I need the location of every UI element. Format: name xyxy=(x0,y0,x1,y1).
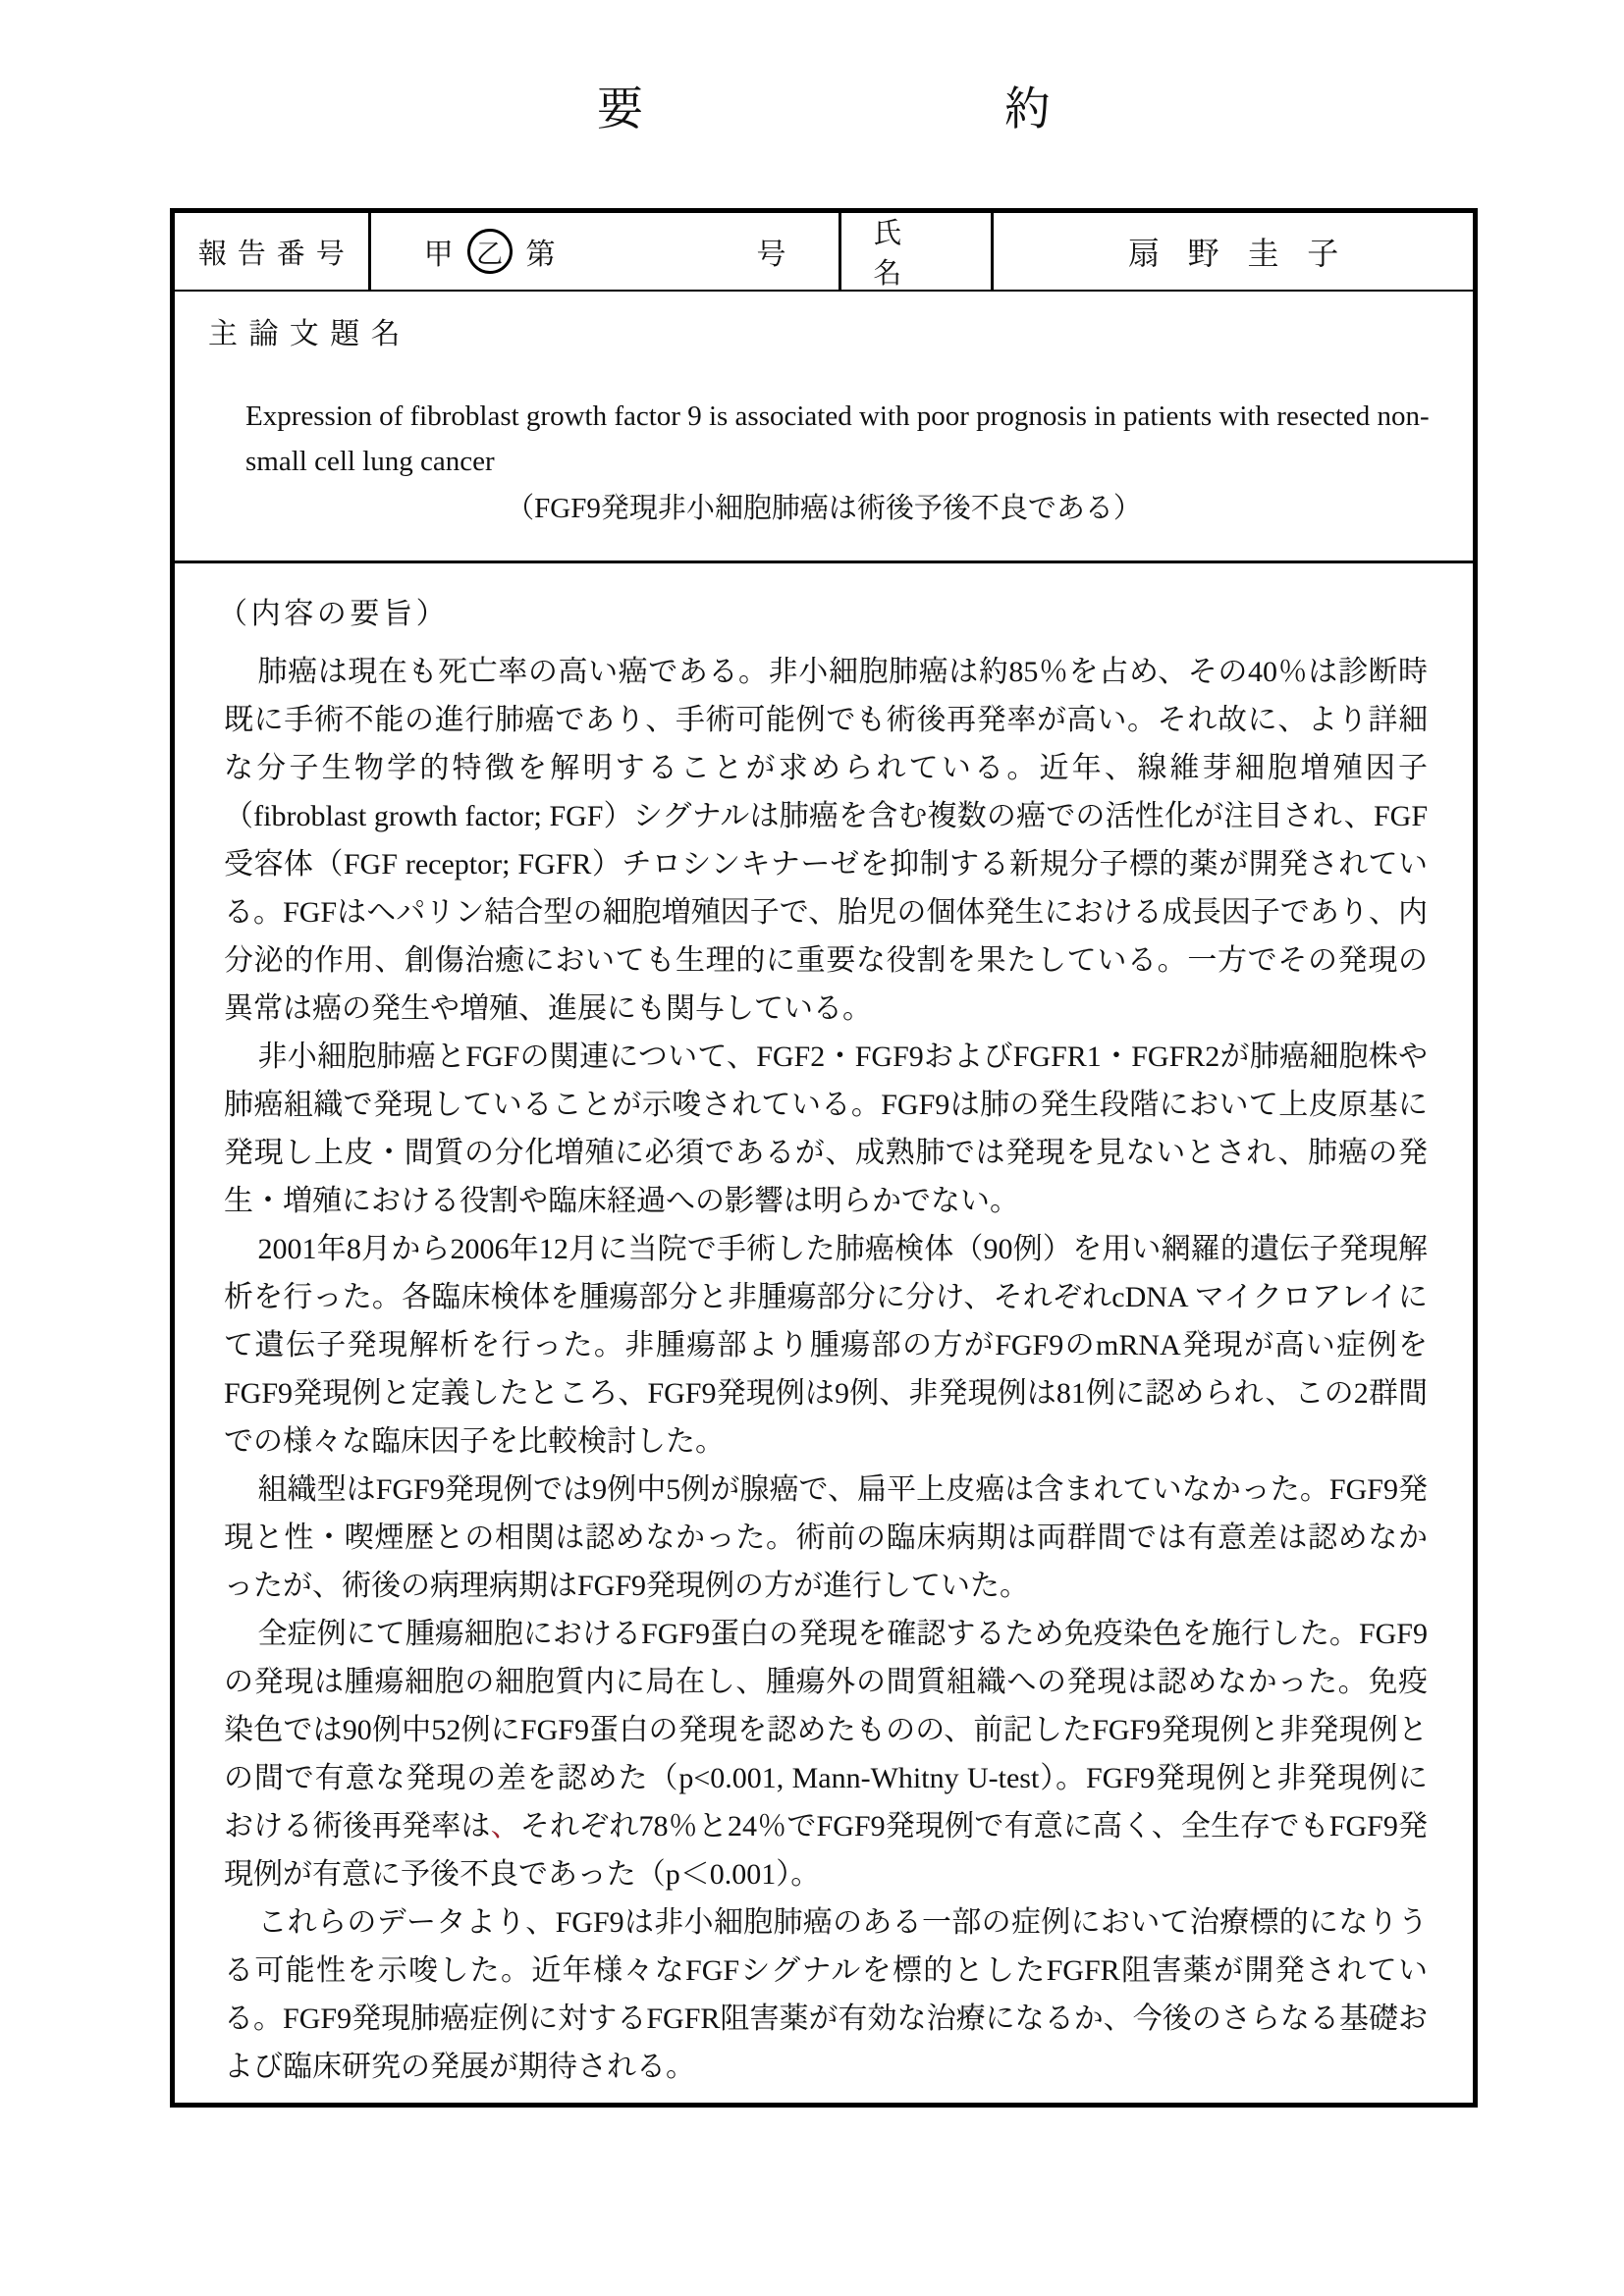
abstract-paragraph-5 xyxy=(224,1610,1428,1898)
abstract-paragraph-4: 組織型はFGF9発現例では9例中5例が腺癌で、扁平上皮癌は含まれていなかった。FGF9発現と性・喫煙歴との相関は認めなかった。術前の臨床病期は両群間では有意差は認めなかったが、術後の病理病期はFGF9発現例の方が進行していた。 xyxy=(224,1473,1428,1602)
otsu-circled-mark: 乙 xyxy=(467,229,513,274)
abstract-paragraph-5-before-red: 全症例にて腫瘍細胞におけるFGF9蛋白の発現を確認するため免疫染色を施行した。FGF9の発現は腫瘍細胞の細胞質内に局在し、腫瘍外の間質組織への発現は認めなかった。免疫染色では90例中52例にFGF9蛋白の発現を認めたものの、前記したFGF9発現例と非発現例との間で有意な発現の差を認めた（p<0.001, Mann-Whitny U-test）。FGF9発現例と非発現例における術後再発率は xyxy=(224,1618,1428,1842)
gou-mark: 号 xyxy=(756,239,786,271)
abstract-heading: （内容の要旨） xyxy=(218,598,450,630)
report-number-label: 報告番号 xyxy=(175,213,371,290)
report-number-prefix xyxy=(424,229,556,274)
abstract-section xyxy=(175,563,1473,2103)
red-comma: 、 xyxy=(490,1810,520,1842)
header-row xyxy=(175,213,1473,292)
abstract-paragraph-2: 非小細胞肺癌とFGFの関連について、FGF2・FGF9およびFGFR1・FGFR2が肺癌細胞株や肺癌組織で発現していることが示唆されている。FGF9は肺の発生段階において上皮原基に発現し上皮・間質の分化増殖に必須であるが、成熟肺では発現を見ないとされ、肺癌の発生・増殖における役割や臨床経過への影響は明らかでない。 xyxy=(224,1041,1428,1217)
name-label: 氏名 xyxy=(841,213,994,290)
abstract-body xyxy=(224,648,1428,2091)
abstract-paragraph-5-after-red: それぞれ78％と24％でFGF9発現例で有意に高く、全生存でもFGF9発現例が有意に予後不良であった（p＜0.001）。 xyxy=(224,1810,1429,1891)
abstract-paragraph-3: 2001年8月から2006年12月に当院で手術した肺癌検体（90例）を用い網羅的遺伝子発現解析を行った。各臨床検体を腫瘍部分と非腫瘍部分に分け、それぞれcDNA マイクロアレイにて遺伝子発現解析を行った。非腫瘍部より腫瘍部の方がFGF9のmRNA発現が高い症例をFGF9発現例と定義したところ、FGF9発現例は9例、非発現例は81例に認められ、この2群間での様々な臨床因子を比較検討した。 xyxy=(224,1233,1428,1458)
abstract-paragraph-1: 肺癌は現在も死亡率の高い癌である。非小細胞肺癌は約85％を占め、その40％は診断時既に手術不能の進行肺癌であり、手術可能例でも術後再発率が高い。それ故に、より詳細な分子生物学的特徴を解明することが求められている。近年、線維芽細胞増殖因子（fibroblast growth factor; FGF）シグナルは肺癌を含む複数の癌での活性化が注目され、FGF受容体（FGF receptor; FGFR）チロシンキナーゼを抑制する新規分子標的薬が開発されている。FGFはヘパリン結合型の細胞増殖因子で、胎児の個体発生における成長因子であり、内分泌的作用、創傷治癒においても生理的に重要な役割を果たしている。一方でその発現の異常は癌の発生や増殖、進展にも関与している。 xyxy=(224,656,1428,1025)
thesis-title-section xyxy=(175,292,1473,563)
name-value: 扇野圭子 xyxy=(1127,236,1368,271)
page-title-char-you: 要 xyxy=(597,84,643,135)
thesis-title-japanese: （FGF9発現非小細胞肺癌は術後予後不良である） xyxy=(506,493,1142,524)
page-title xyxy=(170,82,1478,137)
report-number-cell xyxy=(371,213,842,290)
abstract-paragraph-6: これらのデータより、FGF9は非小細胞肺癌のある一部の症例において治療標的になりうる可能性を示唆した。近年様々なFGFシグナルを標的としたFGFR阻害薬が開発されている。FGF9発現肺癌症例に対するFGFR阻害薬が有効な治療になるか、今後のさらなる基礎および臨床研究の発展が期待される。 xyxy=(224,1906,1428,2083)
dai-mark: 第 xyxy=(525,239,556,271)
thesis-title-label: 主論文題名 xyxy=(208,318,411,350)
page-title-char-yaku: 約 xyxy=(1004,84,1051,135)
abstract-form xyxy=(170,208,1478,2108)
thesis-title-english: Expression of fibroblast growth factor 9 is associated with poor prognosis in patients with resected non-small cell lung cancer xyxy=(245,400,1430,477)
kou-mark: 甲 xyxy=(423,239,454,271)
